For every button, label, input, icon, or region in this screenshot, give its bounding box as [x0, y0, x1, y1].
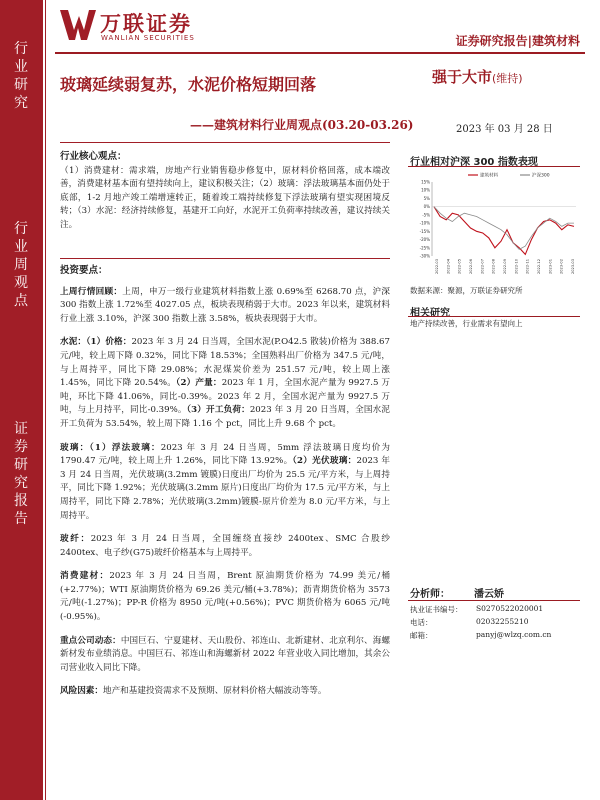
risk-text: 地产和基建投资需求不及预期、原材料价格大幅波动等等。: [102, 686, 327, 697]
investment-points-section: [60, 264, 390, 699]
phone-label: 电话：: [410, 618, 433, 627]
brand-name-en: WANLIAN SECURITIES: [101, 34, 195, 42]
sidebar-label-industry: 行业研究: [14, 41, 28, 111]
chart-divider: [408, 166, 580, 167]
chart-x-tick-label: 2022-09: [503, 259, 507, 275]
rating: [432, 66, 523, 87]
chart-x-tick-label: 2023-02: [559, 259, 564, 275]
chart-series-line: [434, 207, 574, 255]
chart-x-tick-label: 2023-03: [571, 259, 575, 275]
risk-label: 风险因素：: [60, 686, 103, 697]
chart-y-tick-label: 15%: [421, 179, 430, 185]
sidebar-label-report: 证券研究报告: [14, 421, 28, 527]
core-text: （1）消费建材：需求端，房地产行业销售稳步修复中，原材料价格回落，成本端改善，消费建材基本面有望持续向上，建议积极关注；（2）玻璃：浮法玻璃基本面仍处于底部，1-2 月地产竣工端增速转正，随着竣工端持续修复下浮法玻璃有望实现困境反转；（3）水泥：经济持续修复，基建开工向好，水泥开工负荷率持续改善，建议持续关注。: [60, 165, 390, 230]
chart-x-tick-label: 2023-01: [548, 259, 553, 275]
core-view-section: [60, 150, 390, 233]
consumer-label: 消费建材：: [60, 571, 110, 582]
license-label: 执业证书编号：: [410, 605, 463, 614]
chart-y-tick-label: 10%: [421, 187, 430, 193]
cement-price-text: 2023 年 3 月 24 日当周，全国水泥(P.O42.5 散装)价格为 388.67 元/吨，较上周下降 0.32%，同比下降 18.53%；全国熟料出厂价格为 347.5 元/吨，与上周持平，同比下降 29.08%；水泥煤炭价差为 251.57 元/吨，较上周上涨 1.45%，同比下降 20.54%。: [60, 337, 390, 389]
cement-load-text: 2023 年 3 月 20 日当周，全国水泥开工负荷为 53.54%，较上周下降 1.16 个 pct，同比上升 9.68 个 pct。: [60, 405, 390, 429]
sidebar-band: [0, 0, 42, 800]
chart-y-tick-label: 5%: [423, 195, 430, 201]
chart-y-tick-label: -15%: [419, 228, 430, 234]
chart-y-tick-label: -20%: [419, 237, 430, 243]
company-label: 重点公司动态：: [60, 635, 121, 646]
analyst-divider: [408, 600, 580, 601]
header-divider: [55, 52, 585, 54]
chart-x-tick-label: 2022-08: [491, 259, 496, 275]
analyst-name: 潘云娇: [474, 589, 504, 600]
pv-glass-text: 2023 年 3 月 24 日当周，光伏玻璃(3.2mm 镀膜)日度出厂均价为 25.5 元/平方米，与上周持平，同比下降 1.92%；光伏玻璃(3.2mm 原片)日度出厂均价为 17.5 元/平方米，与上周持平，同比下降 2.78%；光伏玻璃(3.2mm)镀膜-原片价差为 8.0 元/平方米，与上周持平。: [60, 456, 390, 521]
report-subtitle: ——建筑材料行业周观点(03.20-03.26): [190, 118, 414, 132]
market-label: 上周行情回顾：: [60, 286, 123, 297]
chart-x-tick-label: 2022-06: [469, 259, 473, 275]
chart-x-tick-label: 2022-04: [446, 259, 451, 275]
float-glass-text: 2023 年 3 月 24 日当周，5mm 浮法玻璃日度均价为 1790.47 元/吨，较上周上升 1.26%，同比下降 13.92%。: [60, 442, 390, 467]
glass-label: 玻璃：: [60, 442, 90, 453]
license-value: S0270522020001: [476, 604, 544, 613]
core-heading: 行业核心观点：: [60, 151, 127, 162]
market-text: 上周，申万一级行业建筑材料指数上涨 0.69%至 6268.70 点，沪深 300 指数上涨 1.72%至 4027.05 点，板块表现稍弱于大市。2023 年以来，建筑材料行业上涨 3.10%，沪深 300 指数上涨 3.58%，板块表现弱于大市。: [60, 286, 390, 324]
chart-y-tick-label: -25%: [419, 245, 430, 251]
relative-performance-chart: [408, 168, 580, 280]
chart-x-tick-label: 2022-12: [537, 259, 541, 275]
chart-y-tick-label: 0%: [423, 204, 430, 210]
points-heading: 投资要点：: [60, 265, 108, 276]
cement-label: 水泥：: [60, 337, 87, 348]
company-text: 中国巨石、宁夏建材、天山股份、祁连山、北新建材、北京利尔、海螺新材发布业绩消息。中国巨石、祁连山和海螺新材 2022 年营业收入同比增加，其余公司营业收入同比下降。: [60, 635, 390, 673]
fiber-text: 2023 年 3 月 24 日当周，全国缠绕直接纱 2400tex、SMC 合股纱 2400tex、电子纱(G75)玻纤价格基本与上周持平。: [60, 534, 390, 558]
chart-series-line: [434, 207, 574, 250]
chart-y-tick-label: -10%: [419, 220, 430, 226]
related-research-title: 相关研究: [410, 308, 450, 319]
chart-y-tick-label: -5%: [422, 212, 430, 218]
fiber-label: 玻纤：: [60, 534, 91, 545]
chart-source: 数据来源：聚源，万联证券研究所: [410, 286, 523, 295]
related-divider: [408, 316, 580, 317]
chart-x-tick-label: 2022-10: [514, 259, 519, 275]
report-title: 玻璃延续弱复苏，水泥价格短期回落: [60, 75, 317, 94]
report-category: 证券研究报告|建筑材料: [455, 34, 580, 48]
rating-value: 强于大市: [432, 68, 493, 86]
chart-legend-label: 建筑材料: [480, 173, 498, 179]
chart-x-tick-label: 2022-03: [435, 259, 439, 275]
report-date: 2023 年 03 月 28 日: [456, 124, 553, 135]
title-divider: [60, 142, 390, 143]
email-label: 邮箱：: [410, 631, 433, 640]
float-glass-label: （1）浮法玻璃：: [89, 442, 161, 453]
sidebar-rule: [42, 0, 46, 800]
cement-output-label: （2）产量：: [175, 378, 222, 389]
chart-y-tick-label: -30%: [419, 253, 430, 259]
brand-name: 万联证券: [100, 12, 192, 36]
analyst-label: 分析师：: [410, 589, 450, 600]
cement-output-text: 2023 年 1 月，全国水泥产量为 9927.5 万吨，环比下降 41.06%，同比-0.39%。2023 年 2 月，全国水泥产量为 9927.5 万吨，与上月持平，同比-0.39%。: [60, 378, 390, 416]
brand-logo-icon: [60, 10, 96, 40]
cement-price-label: （1）价格：: [86, 337, 132, 348]
consumer-text: 2023 年 3 月 24 日当周，Brent 原油期货价格为 74.99 美元/桶(+2.77%)；WTI 原油期货价格为 69.26 美元/桶(+3.78%)；沥青期货价格为 3573 元/吨(-1.27%)；PP-R 价格为 8950 元/吨(+0.56%)；PVC 期货价格为 6065 元/吨(-0.95%)。: [60, 571, 390, 623]
email-value[interactable]: panyj@wlzq.com.cn: [476, 630, 552, 639]
rating-note: (维持): [492, 72, 523, 85]
chart-x-tick-label: 2022-11: [525, 259, 530, 275]
related-research-item[interactable]: 地产持续改善，行业需求有望向上: [410, 319, 523, 328]
section-divider: [60, 258, 390, 259]
cement-load-label: （3）开工负荷：: [186, 405, 250, 416]
chart-x-tick-label: 2022-07: [480, 259, 485, 275]
sidebar-label-weekly: 行业周观点: [14, 221, 28, 309]
chart-legend-label: 沪深300: [532, 173, 550, 179]
pv-glass-label: （2）光伏玻璃：: [292, 456, 357, 467]
chart-title: 行业相对沪深 300 指数表现: [410, 157, 538, 168]
phone-value: 02032255210: [476, 617, 529, 626]
chart-x-tick-label: 2022-05: [457, 259, 462, 275]
